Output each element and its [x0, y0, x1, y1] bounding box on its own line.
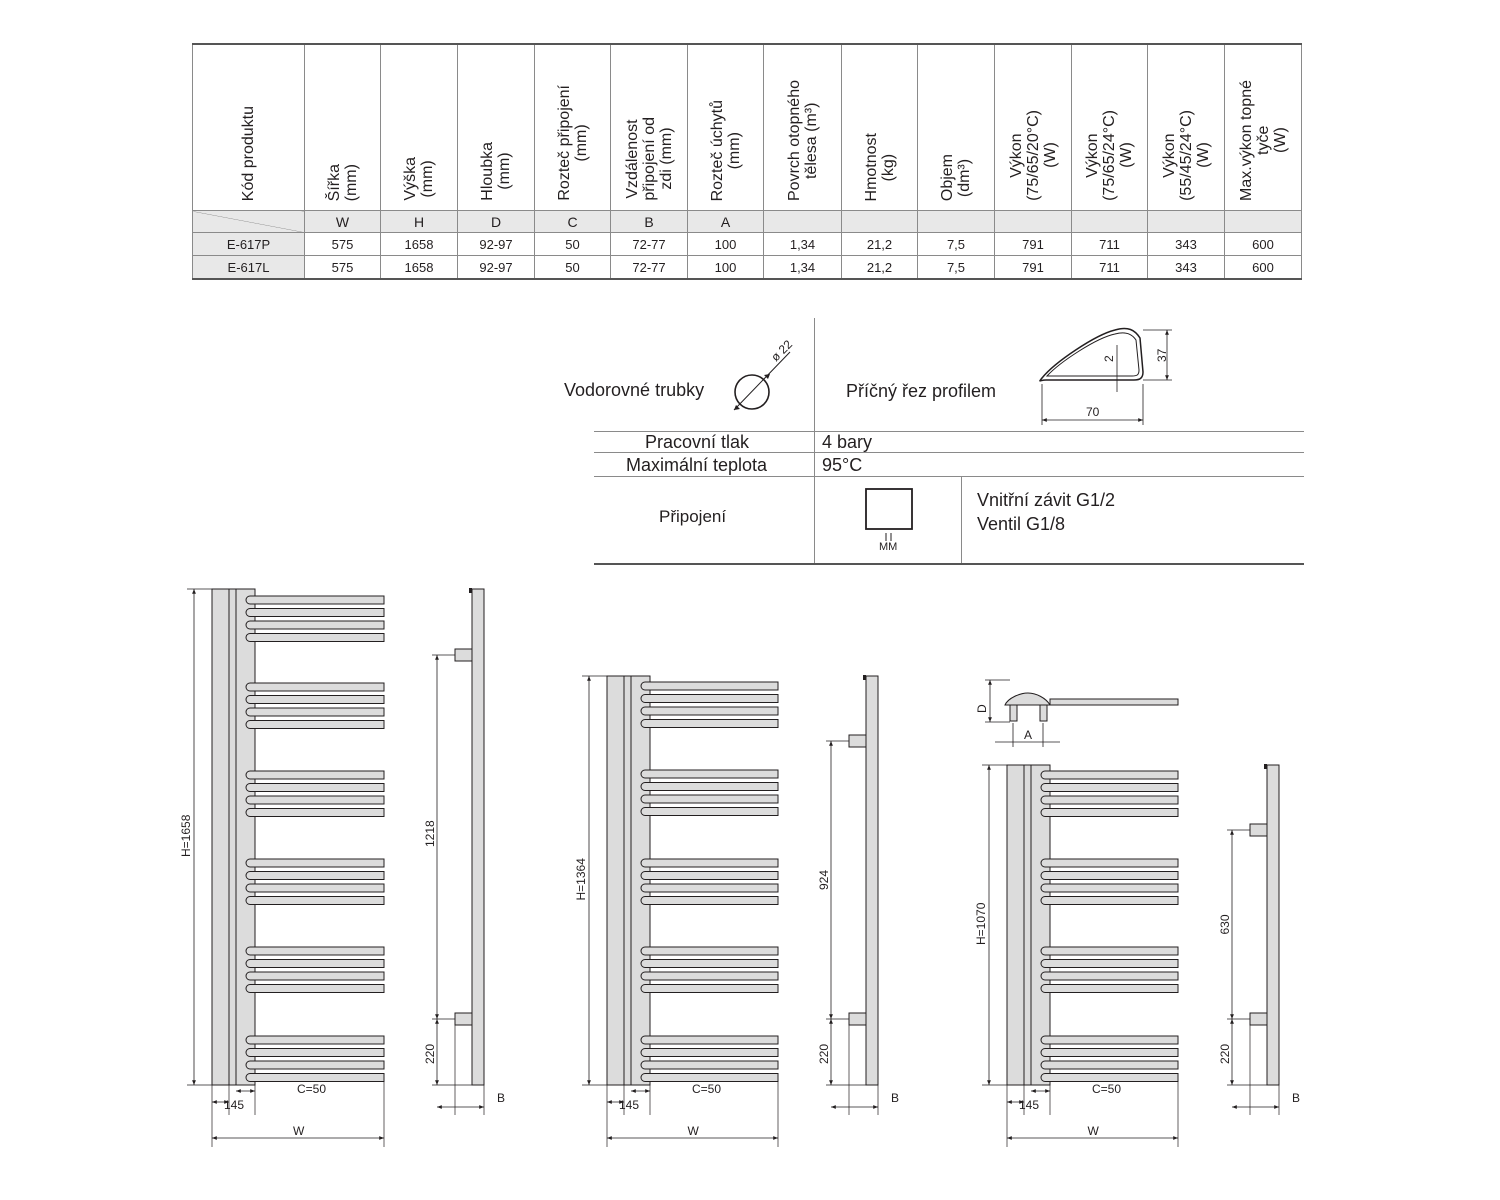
- b-label: B: [891, 1091, 900, 1105]
- pressure-label: Pracovní tlak: [645, 432, 750, 452]
- heating-bar: [246, 784, 384, 792]
- side-view-cap: [1264, 764, 1267, 769]
- table-cell: 7,5: [918, 233, 995, 256]
- heating-bar: [1041, 985, 1178, 993]
- connection-thread: Vnitřní závit G1/2: [977, 490, 1116, 510]
- side-view-body: [866, 676, 878, 1085]
- symbol-cell: B: [611, 211, 688, 233]
- heating-bar: [246, 708, 384, 716]
- c-label: C=50: [692, 1082, 722, 1096]
- table-cell: 50: [535, 233, 611, 256]
- bottom-label: 220: [817, 1043, 831, 1064]
- width-label: W: [1087, 1124, 1099, 1138]
- table-cell: 21,2: [842, 233, 918, 256]
- col-header: Hloubka (mm): [458, 44, 535, 211]
- heating-bar: [246, 985, 384, 993]
- symbol-cell: A: [688, 211, 764, 233]
- heating-bar: [1041, 1061, 1178, 1069]
- symbol-cell: C: [535, 211, 611, 233]
- col-header: Max.výkon topné tyče (W): [1225, 44, 1302, 211]
- col-header: Rozteč úchytů (mm): [688, 44, 764, 211]
- table-cell: 1658: [381, 256, 458, 280]
- heating-bar: [641, 795, 778, 803]
- table-cell: 600: [1225, 256, 1302, 280]
- col-header: Výkon (75/65/20°C) (W): [995, 44, 1072, 211]
- col-header: Rozteč připojení (mm): [535, 44, 611, 211]
- table-cell: 343: [1148, 256, 1225, 280]
- profile-dim-37: 37: [1155, 348, 1169, 362]
- table-cell: 1,34: [764, 256, 842, 280]
- wall-bracket: [849, 735, 866, 747]
- c-label: C=50: [1092, 1082, 1122, 1096]
- heating-bar: [641, 783, 778, 791]
- height-label: H=1364: [574, 858, 588, 901]
- product-code-cell: E-617L: [193, 256, 305, 280]
- b-label: B: [497, 1091, 506, 1105]
- connection-symbol-caption: MM: [879, 541, 898, 553]
- col-header: Objem (dm³): [918, 44, 995, 211]
- heating-bar: [1041, 872, 1178, 880]
- heating-bar: [246, 721, 384, 729]
- horizontal-tubes-label: Vodorovné trubky: [564, 380, 705, 400]
- heating-bar: [246, 809, 384, 817]
- table-cell: 50: [535, 256, 611, 280]
- heating-bar: [246, 609, 384, 617]
- top-view: [985, 680, 1178, 747]
- col-header: Šířka (mm): [305, 44, 381, 211]
- heating-bar: [641, 985, 778, 993]
- table-cell: 21,2: [842, 256, 918, 280]
- width-label: W: [687, 1124, 699, 1138]
- heating-bar: [641, 897, 778, 905]
- heating-bar: [1041, 1036, 1178, 1044]
- heating-bar: [246, 972, 384, 980]
- heating-bar: [641, 720, 778, 728]
- side-view-cap: [469, 588, 472, 593]
- max-temp-label: Maximální teplota: [626, 455, 768, 475]
- heating-bar: [246, 1061, 384, 1069]
- table-cell: 1658: [381, 233, 458, 256]
- table-cell: 92-97: [458, 256, 535, 280]
- heating-bar: [641, 859, 778, 867]
- table-cell: 575: [305, 256, 381, 280]
- connection-label: Připojení: [659, 507, 727, 526]
- col-header: Výkon (55/45/24°C) (W): [1148, 44, 1225, 211]
- heating-bar: [1041, 809, 1178, 817]
- wall-bracket: [455, 1013, 472, 1025]
- table-cell: 72-77: [611, 256, 688, 280]
- heating-bar: [641, 872, 778, 880]
- heating-bar: [1041, 859, 1178, 867]
- wall-bracket: [1250, 824, 1267, 836]
- heating-bar: [246, 796, 384, 804]
- wall-bracket: [849, 1013, 866, 1025]
- heating-bar: [641, 707, 778, 715]
- tube-diameter-icon: [734, 352, 790, 410]
- heating-bar: [641, 1061, 778, 1069]
- max-temp-value: 95°C: [822, 455, 863, 475]
- table-cell: 100: [688, 233, 764, 256]
- col-header: Vzdálenost připojení od zdi (mm): [611, 44, 688, 211]
- heating-bar: [1041, 771, 1178, 779]
- col-header: Výška (mm): [381, 44, 458, 211]
- side-view-cap: [863, 675, 866, 680]
- heating-bar: [246, 683, 384, 691]
- heating-bar: [246, 897, 384, 905]
- pressure-value: 4 bary: [822, 432, 873, 452]
- offset-label: 145: [1019, 1098, 1040, 1112]
- heating-bar: [641, 695, 778, 703]
- table-cell: 791: [995, 256, 1072, 280]
- heating-bar: [246, 634, 384, 642]
- heating-bar: [1041, 947, 1178, 955]
- table-cell: 575: [305, 233, 381, 256]
- heating-bar: [1041, 1074, 1178, 1082]
- connection-symbol: [866, 489, 912, 541]
- width-label: W: [293, 1124, 305, 1138]
- offset-label: 145: [619, 1098, 640, 1112]
- heating-bar: [246, 960, 384, 968]
- heating-bar: [246, 1074, 384, 1082]
- heating-bar: [1041, 796, 1178, 804]
- mount-label: 924: [817, 869, 831, 890]
- table-cell: 92-97: [458, 233, 535, 256]
- col-header: Výkon (75/65/24°C) (W): [1072, 44, 1148, 211]
- heating-bar: [246, 1049, 384, 1057]
- heating-bar: [1041, 972, 1178, 980]
- heating-bar: [641, 947, 778, 955]
- offset-label: 145: [224, 1098, 245, 1112]
- heating-bar: [246, 596, 384, 604]
- heating-bar: [246, 947, 384, 955]
- heating-bar: [1041, 960, 1178, 968]
- col-header: Kód produktu: [193, 44, 305, 211]
- tube-diameter-text: ø 22: [768, 337, 796, 365]
- heating-bar: [246, 859, 384, 867]
- table-cell: 100: [688, 256, 764, 280]
- symbol-cell: D: [458, 211, 535, 233]
- symbol-cell: W: [305, 211, 381, 233]
- heating-bar: [641, 960, 778, 968]
- heating-bar: [641, 1036, 778, 1044]
- side-view-body: [472, 589, 484, 1085]
- heating-bar: [246, 1036, 384, 1044]
- heating-bar: [246, 872, 384, 880]
- wall-bracket: [1250, 1013, 1267, 1025]
- table-cell: 791: [995, 233, 1072, 256]
- heating-bar: [1041, 1049, 1178, 1057]
- heating-bar: [1041, 884, 1178, 892]
- table-cell: 600: [1225, 233, 1302, 256]
- table-cell: 72-77: [611, 233, 688, 256]
- height-label: H=1658: [179, 814, 193, 857]
- heating-bar: [246, 884, 384, 892]
- mount-label: 630: [1218, 914, 1232, 935]
- c-label: C=50: [297, 1082, 327, 1096]
- heating-bar: [1041, 784, 1178, 792]
- depth-label: D: [975, 704, 989, 713]
- bottom-label: 220: [1218, 1043, 1232, 1064]
- wall-bracket: [455, 649, 472, 661]
- mount-label: 1218: [423, 820, 437, 847]
- profile-dim-70: 70: [1086, 405, 1100, 419]
- height-label: H=1070: [974, 902, 988, 945]
- heating-bar: [641, 972, 778, 980]
- connection-valve: Ventil G1/8: [977, 514, 1066, 534]
- bottom-label: 220: [423, 1043, 437, 1064]
- col-header: Hmotnost (kg): [842, 44, 918, 211]
- col-header: Povrch otopného tělesa (m³): [764, 44, 842, 211]
- table-cell: 711: [1072, 256, 1148, 280]
- heating-bar: [641, 1049, 778, 1057]
- heating-bar: [641, 884, 778, 892]
- heating-bar: [246, 621, 384, 629]
- table-cell: 1,34: [764, 233, 842, 256]
- heating-bar: [246, 771, 384, 779]
- heating-bar: [641, 808, 778, 816]
- b-label: B: [1292, 1091, 1301, 1105]
- collector-pipe: [607, 676, 650, 1085]
- heating-bar: [1041, 897, 1178, 905]
- profile-dim-2: 2: [1102, 355, 1116, 362]
- product-code-cell: E-617P: [193, 233, 305, 256]
- profile-section-label: Příčný řez profilem: [846, 381, 997, 401]
- side-view-body: [1267, 765, 1279, 1085]
- table-cell: 7,5: [918, 256, 995, 280]
- heating-bar: [641, 770, 778, 778]
- heating-bar: [246, 696, 384, 704]
- table-cell: 711: [1072, 233, 1148, 256]
- heating-bar: [641, 682, 778, 690]
- a-label: A: [1024, 728, 1033, 742]
- collector-pipe: [212, 589, 255, 1085]
- heating-bar: [641, 1074, 778, 1082]
- profile-section-icon: [1040, 328, 1172, 425]
- symbol-cell: H: [381, 211, 458, 233]
- table-cell: 343: [1148, 233, 1225, 256]
